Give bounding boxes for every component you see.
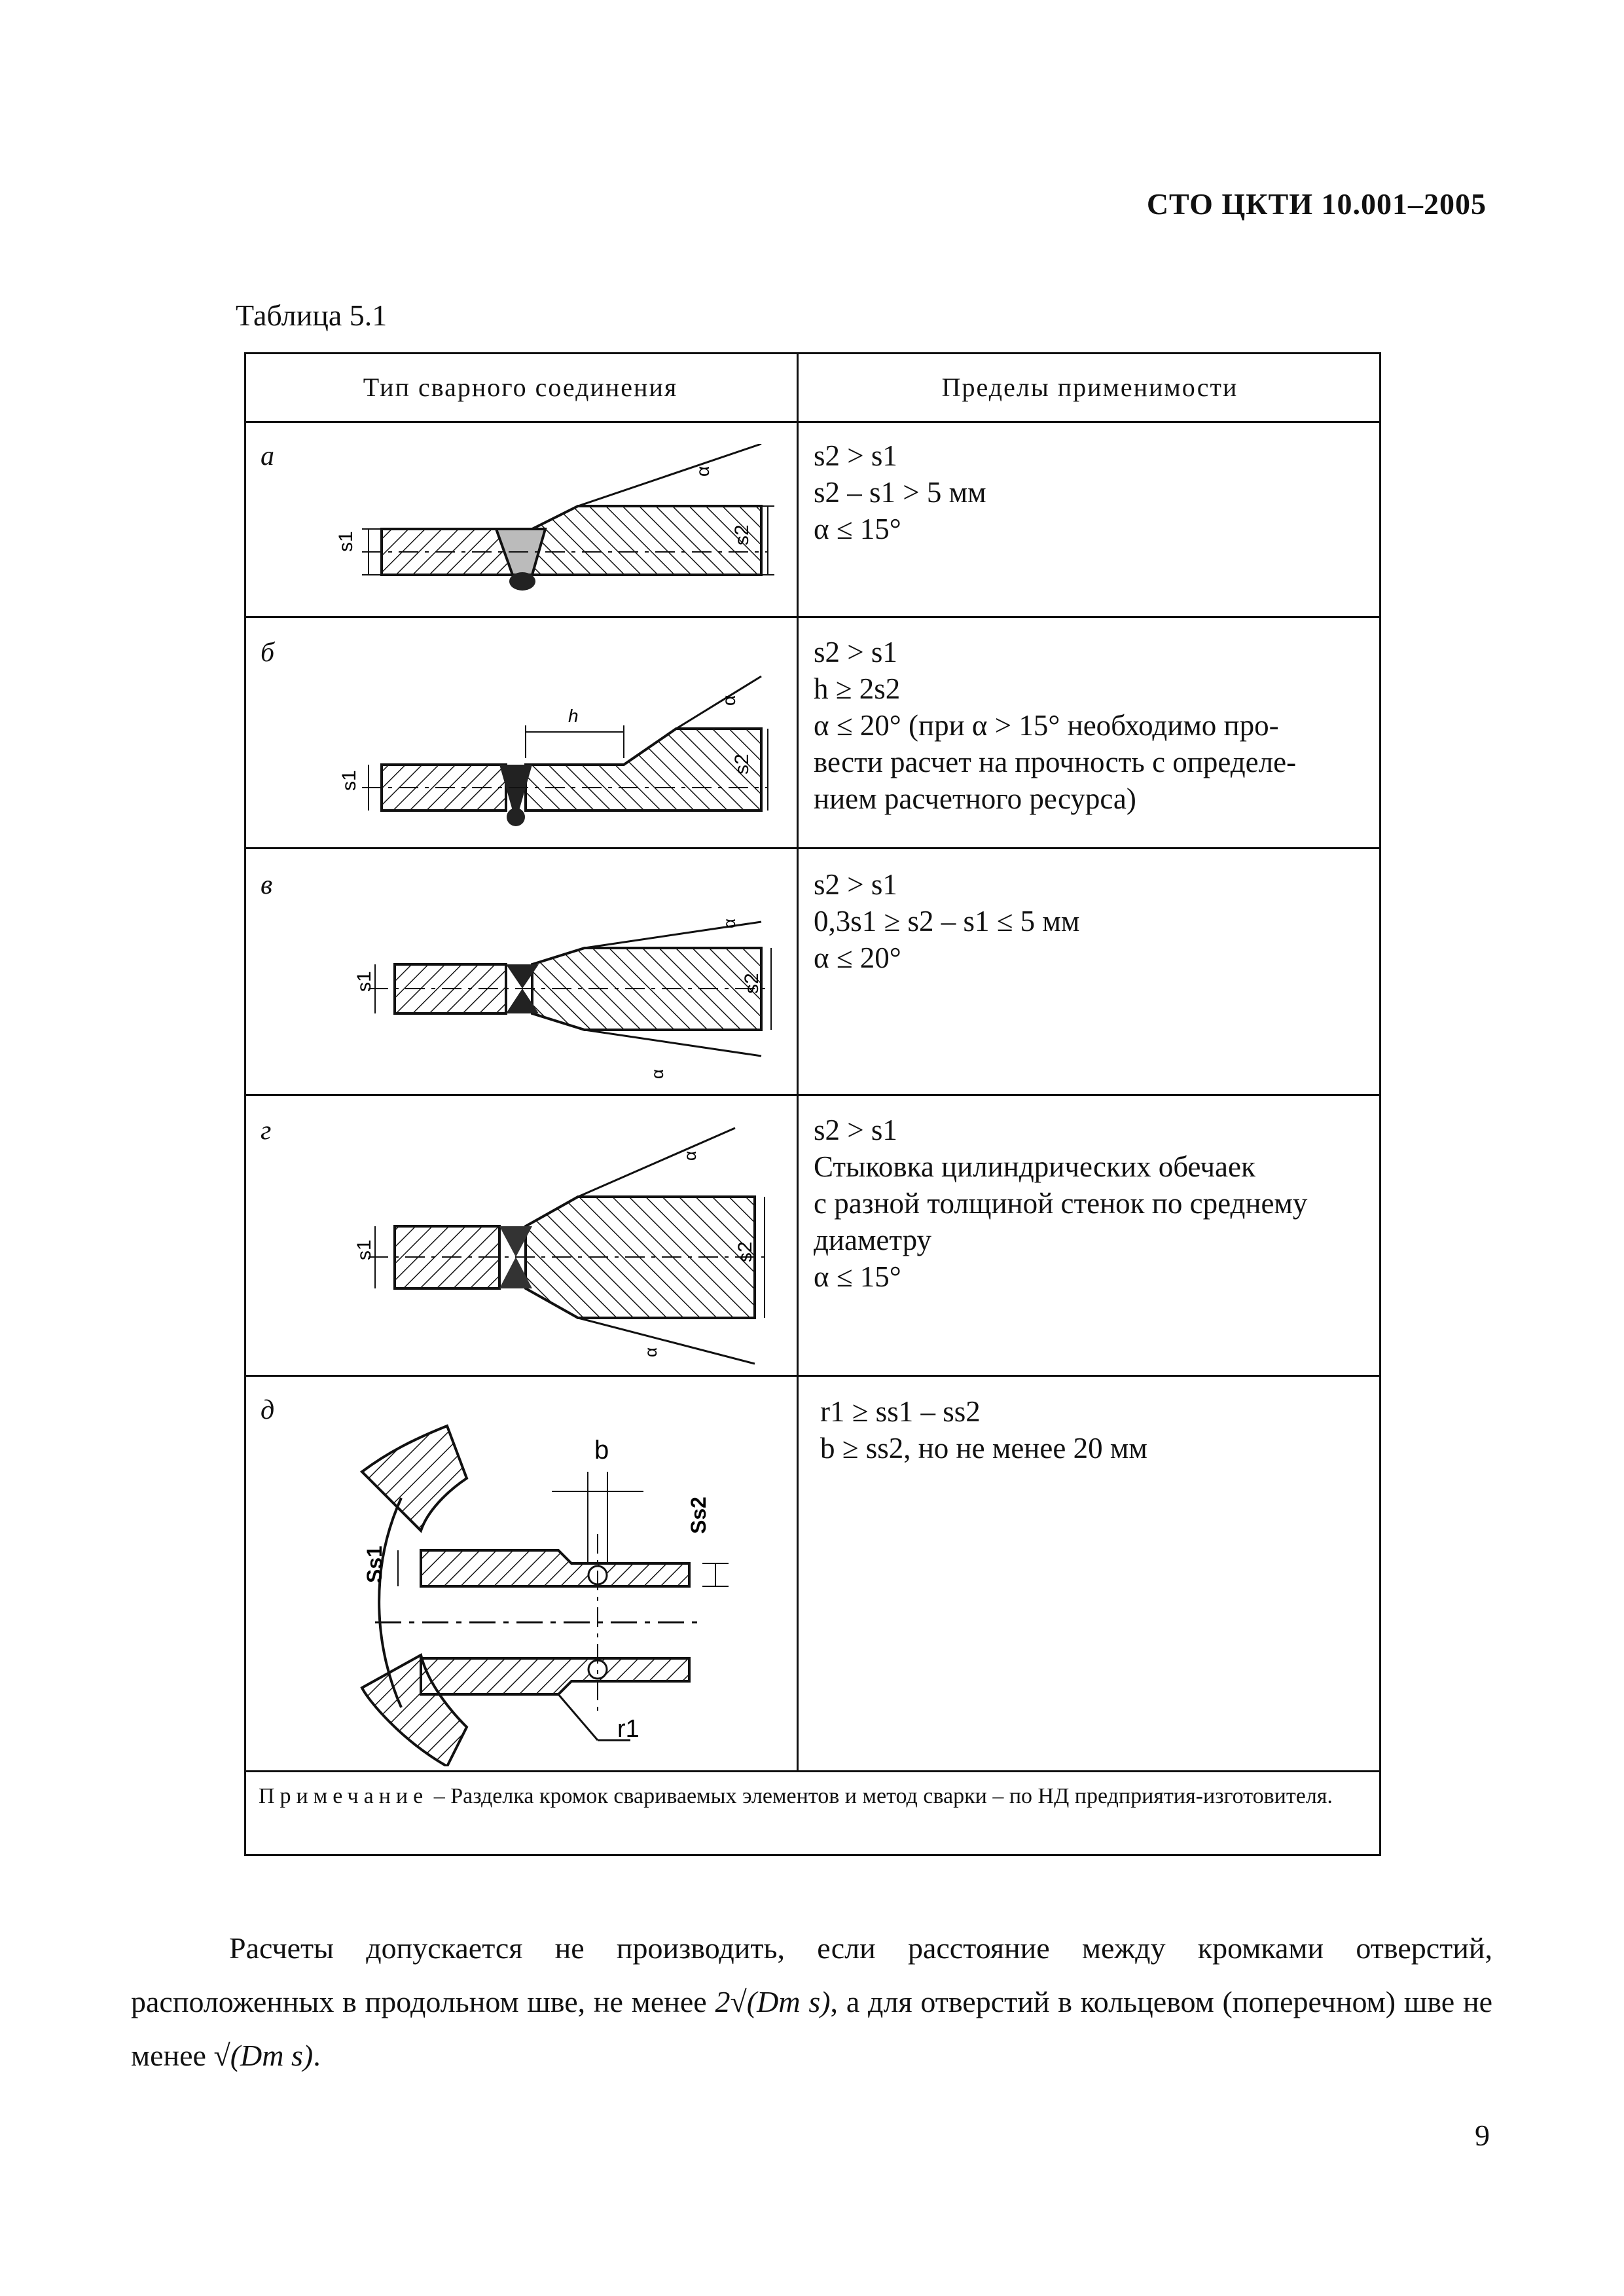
condition-line: α ≤ 20° <box>814 941 901 974</box>
paragraph-part1: Расчеты допускается не производить, если расстояние между кромками отверстий, расположенных в продольном шве, не менее <box>131 1931 1492 2018</box>
row-letter-g: г <box>261 1116 272 1146</box>
label-s1: s1 <box>353 1239 375 1260</box>
header-limits: Пределы применимости <box>941 373 1238 402</box>
row-divider <box>244 616 1381 618</box>
condition-line: α ≤ 15° <box>814 513 901 545</box>
weld-sketch-d <box>297 1400 781 1766</box>
label-alpha: α <box>693 465 713 477</box>
weld-sketch-a <box>310 444 781 608</box>
label-h: h <box>568 706 579 726</box>
row-letter-b: б <box>261 638 275 668</box>
condition-line: α ≤ 20° (при α > 15° необходимо про- <box>814 709 1279 742</box>
condition-line: s2 – s1 > 5 мм <box>814 476 986 509</box>
row-letter-v: в <box>261 870 273 900</box>
paragraph-end: . <box>313 2039 321 2072</box>
weld-sketch-v <box>310 883 781 1092</box>
label-s2: s2 <box>731 754 753 774</box>
label-s1: s1 <box>353 971 375 992</box>
condition-line: нием расчетного ресурса) <box>814 782 1136 815</box>
label-s1: s1 <box>338 770 360 791</box>
label-alpha: α <box>680 1150 700 1161</box>
row-divider <box>244 1770 1381 1772</box>
condition-line: b ≥ ss2, но не менее 20 мм <box>820 1432 1147 1465</box>
condition-line: s2 > s1 <box>814 636 897 668</box>
condition-line: вести расчет на прочность с определе- <box>814 746 1297 778</box>
table-caption: Таблица 5.1 <box>236 299 388 332</box>
label-ss2: Ss2 <box>687 1497 710 1534</box>
row-letter-d: д <box>261 1395 275 1425</box>
column-divider <box>797 352 799 1772</box>
condition-line: α ≤ 15° <box>814 1260 901 1293</box>
conditions-a <box>814 437 986 547</box>
condition-line: с разной толщиной стенок по среднему <box>814 1187 1308 1220</box>
label-s1: s1 <box>335 531 357 552</box>
condition-line: диаметру <box>814 1224 932 1256</box>
row-divider <box>244 1094 1381 1096</box>
document-code: СТО ЦКТИ 10.001–2005 <box>1146 187 1487 221</box>
formula-sqrt-dms: √(Dm s) <box>213 2039 314 2072</box>
page-number: 9 <box>1475 2119 1490 2152</box>
condition-line: h ≥ 2s2 <box>814 672 901 705</box>
row-divider <box>244 847 1381 849</box>
weld-sketch-g <box>303 1121 781 1370</box>
label-alpha: α <box>647 1068 667 1079</box>
table-5-1 <box>244 352 1381 1856</box>
label-alpha: α <box>719 918 739 928</box>
label-b: b <box>594 1436 609 1465</box>
condition-line: s2 > s1 <box>814 1114 897 1146</box>
body-paragraph <box>131 1922 1492 2083</box>
weld-sketch-b <box>310 660 781 837</box>
label-ss1: Ss1 <box>363 1546 386 1583</box>
condition-line: s2 > s1 <box>814 439 897 472</box>
condition-line: 0,3s1 ≥ s2 – s1 ≤ 5 мм <box>814 905 1080 938</box>
condition-line: Стыковка цилиндрических обечаек <box>814 1150 1255 1183</box>
conditions-g <box>814 1112 1307 1295</box>
paragraph-part2: , а для отверстий в кольцевом (поперечном) шве не менее <box>131 1985 1493 2072</box>
table-note <box>259 1779 1365 1813</box>
label-r1: r1 <box>617 1715 640 1743</box>
conditions-b <box>814 634 1296 817</box>
header-type: Тип сварного соединения <box>363 373 678 402</box>
note-text: – Разделка кромок свариваемых элементов и метод сварки – по НД предприятия-изготовителя. <box>428 1784 1333 1808</box>
label-s2: s2 <box>734 1241 756 1262</box>
label-alpha: α <box>719 695 739 706</box>
condition-line: r1 ≥ ss1 – ss2 <box>820 1395 981 1428</box>
conditions-v <box>814 866 1079 976</box>
conditions-d <box>820 1393 1147 1467</box>
label-s2: s2 <box>741 973 763 994</box>
label-s2: s2 <box>731 524 753 545</box>
row-divider <box>244 1375 1381 1377</box>
label-alpha: α <box>641 1347 660 1357</box>
note-prefix: Примечание <box>259 1784 429 1808</box>
row-letter-a: а <box>261 441 274 471</box>
formula-2sqrt-dms: 2√(Dm s) <box>715 1985 831 2018</box>
condition-line: s2 > s1 <box>814 868 897 901</box>
